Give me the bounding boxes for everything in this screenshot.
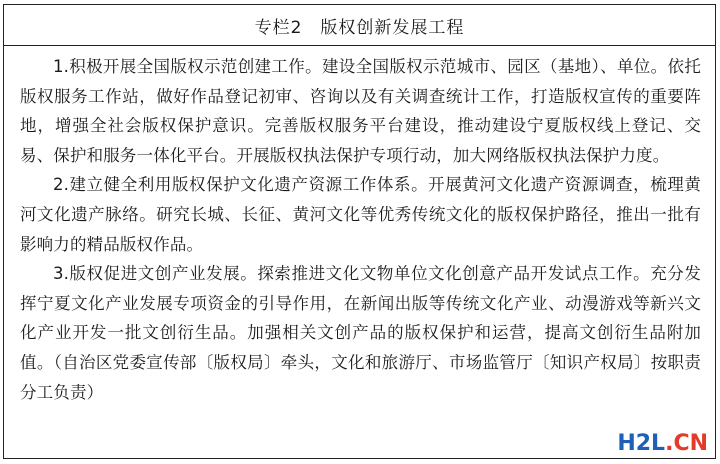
column-title: 专栏2 版权创新发展工程 bbox=[4, 5, 715, 46]
watermark-dot: . bbox=[665, 431, 674, 456]
paragraph-1: 1.积极开展全国版权示范创建工作。建设全国版权示范城市、园区（基地）、单位。依托版权服务工作站，做好作品登记初审、咨询以及有关调查统计工作，打造版权宣传的重要阵地，增强全社会版权保护意识。完善版权服务平台建设，推动建设宁夏版权线上登记、交易、保护和服务一体化平台。开展版权执法保护专项行动，加大网络版权执法保护力度。 bbox=[20, 57, 701, 165]
watermark-brand: H2L bbox=[617, 431, 666, 456]
column-body bbox=[4, 46, 715, 407]
paragraph-2: 2.建立健全利用版权保护文化遗产资源工作体系。开展黄河文化遗产资源调查，梳理黄河文化遗产脉络。研究长城、长征、黄河文化等优秀传统文化的版权保护路径，推出一批有影响力的精品版权作品。 bbox=[20, 175, 701, 254]
site-watermark-logo bbox=[615, 431, 710, 456]
watermark-suffix: CN bbox=[673, 431, 708, 456]
column-box bbox=[3, 4, 716, 459]
paragraph-3: 3.版权促进文创产业发展。探索推进文化文物单位文化创意产品开发试点工作。充分发挥宁夏文化产业发展专项资金的引导作用，在新闻出版等传统文化产业、动漫游戏等新兴文化产业开发一批文创衍生品。加强相关文创产品的版权保护和运营，提高文创衍生品附加值。（自治区党委宣传部〔版权局〕牵头，文化和旅游厅、市场监管厅〔知识产权局〕按职责分工负责） bbox=[20, 264, 701, 402]
